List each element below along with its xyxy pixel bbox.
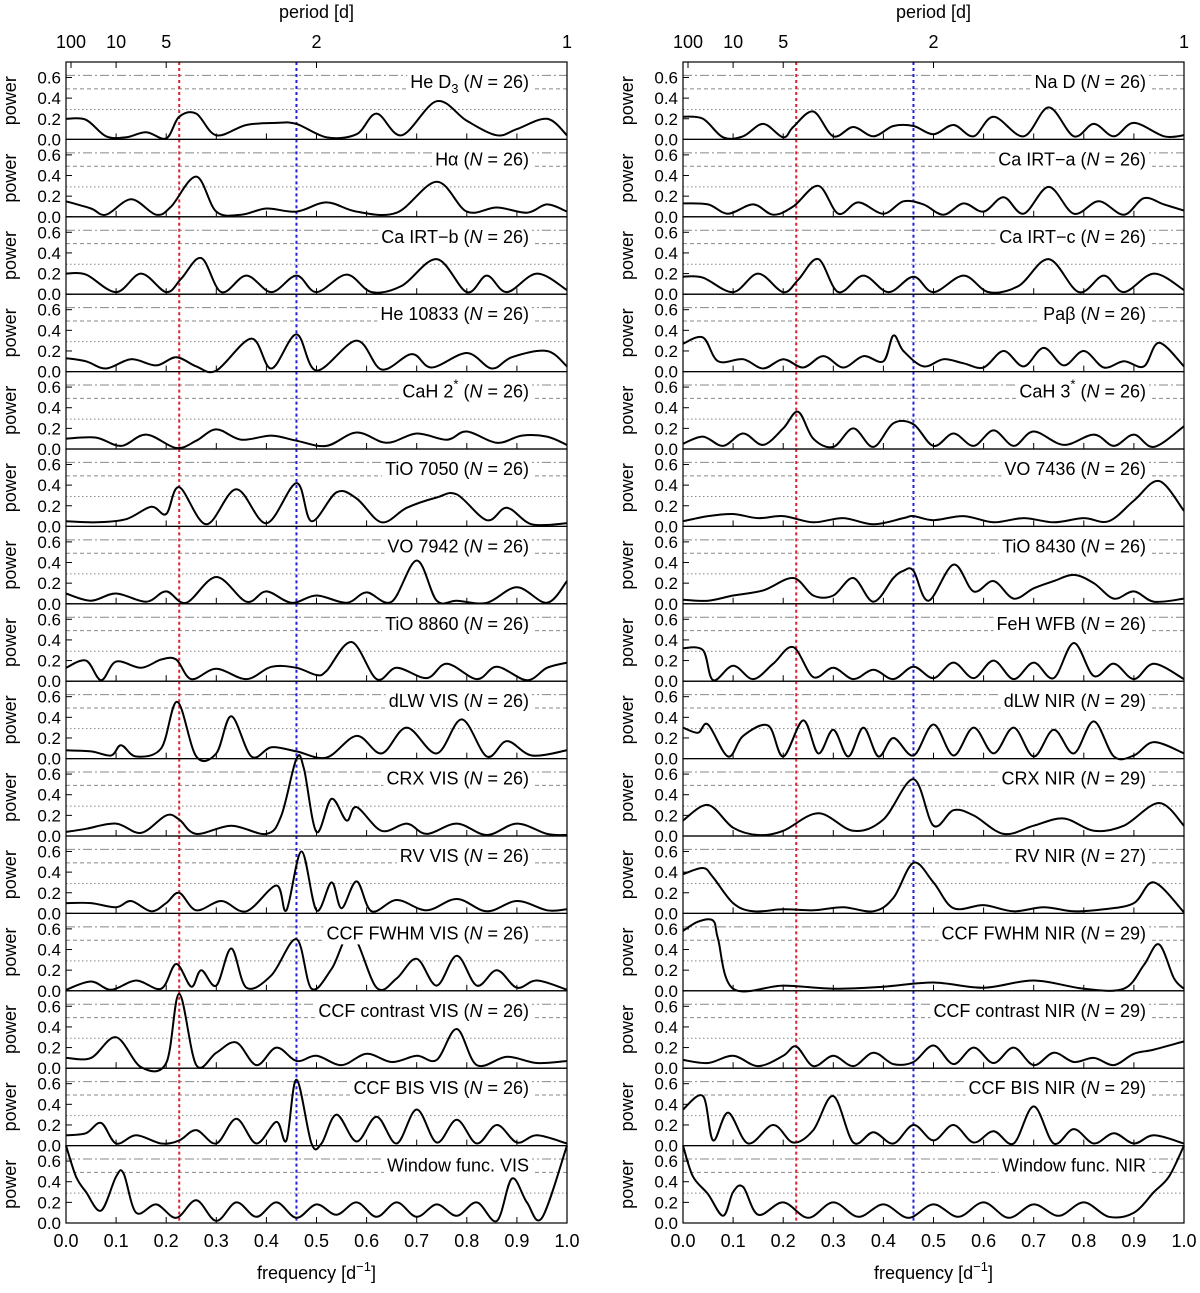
y-tick-label: 0.4 bbox=[37, 398, 61, 418]
y-tick-label: 0.0 bbox=[37, 1059, 61, 1079]
y-tick-label: 0.2 bbox=[37, 574, 61, 594]
y-tick-label: 0.4 bbox=[37, 940, 61, 960]
periodogram-curve bbox=[683, 259, 1184, 293]
periodogram-panel bbox=[0, 449, 567, 536]
y-axis-label: power bbox=[0, 695, 20, 745]
y-axis-label: power bbox=[617, 153, 637, 203]
periodogram-panel bbox=[0, 372, 567, 459]
y-tick-label: 0.4 bbox=[37, 863, 61, 883]
y-tick-label: 0.0 bbox=[654, 827, 678, 846]
y-tick-label: 0.2 bbox=[37, 109, 61, 129]
period-tick-label: 10 bbox=[723, 32, 744, 52]
y-axis-label: power bbox=[0, 772, 20, 822]
y-tick-label: 0.4 bbox=[654, 398, 678, 418]
x-tick-label: 0.8 bbox=[1071, 1231, 1097, 1251]
periodogram-panel bbox=[0, 991, 567, 1078]
y-tick-label: 0.2 bbox=[654, 728, 678, 748]
x-tick-label: 0.7 bbox=[1021, 1231, 1047, 1251]
y-tick-label: 0.2 bbox=[654, 109, 678, 129]
period-tick-label: 100 bbox=[55, 32, 87, 52]
periodogram-column-2 bbox=[617, 2, 1197, 1283]
y-tick-label: 0.2 bbox=[37, 806, 61, 826]
periodogram-curve bbox=[66, 258, 567, 293]
y-axis-label: power bbox=[617, 850, 637, 900]
periodogram-panel bbox=[617, 62, 1184, 149]
panel-label: Paβ (N = 26) bbox=[1043, 304, 1146, 325]
y-tick-label: 0.6 bbox=[37, 68, 61, 88]
period-tick-label: 2 bbox=[928, 32, 939, 52]
panel-label: Hα (N = 26) bbox=[435, 149, 529, 170]
y-tick-label: 0.6 bbox=[654, 300, 678, 320]
y-tick-label: 0.0 bbox=[654, 362, 678, 382]
y-axis-label: power bbox=[0, 540, 20, 590]
y-tick-label: 0.0 bbox=[37, 1214, 61, 1233]
y-tick-label: 0.0 bbox=[654, 517, 678, 537]
periodogram-curve bbox=[683, 412, 1184, 448]
periodogram-panel bbox=[617, 139, 1184, 226]
y-tick-label: 0.2 bbox=[37, 419, 61, 439]
periodogram-curve bbox=[683, 565, 1184, 602]
y-tick-label: 0.4 bbox=[654, 243, 678, 263]
y-tick-label: 0.2 bbox=[37, 496, 61, 516]
periodogram-column-1 bbox=[0, 2, 580, 1283]
y-tick-label: 0.2 bbox=[654, 574, 678, 594]
periodogram-curve bbox=[683, 335, 1184, 368]
y-axis-label: power bbox=[0, 927, 20, 977]
periodogram-panel bbox=[0, 836, 567, 923]
periodogram-panel bbox=[0, 681, 567, 768]
periodogram-panel bbox=[617, 836, 1184, 923]
y-tick-label: 0.2 bbox=[37, 341, 61, 361]
x-tick-label: 0.5 bbox=[920, 1231, 947, 1251]
y-tick-label: 0.0 bbox=[37, 517, 61, 537]
y-tick-label: 0.2 bbox=[37, 187, 61, 207]
y-tick-label: 0.0 bbox=[654, 594, 678, 614]
y-tick-label: 0.0 bbox=[654, 904, 678, 924]
y-tick-label: 0.6 bbox=[654, 687, 678, 707]
periodogram-panel bbox=[617, 217, 1184, 304]
panel-label: Window func. NIR bbox=[1001, 1155, 1146, 1176]
periodogram-curve bbox=[683, 643, 1184, 680]
y-tick-label: 0.0 bbox=[37, 207, 61, 227]
y-tick-label: 0.6 bbox=[37, 997, 61, 1017]
y-tick-label: 0.6 bbox=[654, 997, 678, 1017]
periodogram-curve bbox=[66, 177, 567, 216]
y-axis-label: power bbox=[617, 540, 637, 590]
y-tick-label: 0.0 bbox=[37, 440, 61, 459]
period-axis-label: period [d] bbox=[895, 2, 972, 22]
periodogram-panel bbox=[0, 62, 567, 149]
x-tick-label: 0.0 bbox=[53, 1231, 79, 1251]
periodogram-panel bbox=[0, 913, 567, 1000]
panel-label: Window func. VIS bbox=[386, 1155, 529, 1176]
y-axis-label: power bbox=[617, 1004, 637, 1055]
panel-label: CCF FWHM NIR (N = 29) bbox=[941, 923, 1146, 944]
y-tick-label: 0.4 bbox=[654, 553, 678, 573]
y-axis-label: power bbox=[617, 1082, 637, 1132]
y-tick-label: 0.0 bbox=[654, 672, 678, 692]
panel-label: Ca IRT−c (N = 26) bbox=[999, 226, 1146, 247]
y-tick-label: 0.2 bbox=[654, 961, 678, 981]
y-tick-label: 0.6 bbox=[37, 532, 61, 552]
y-tick-label: 0.4 bbox=[654, 785, 678, 805]
panel-label: He 10833 (N = 26) bbox=[380, 304, 529, 325]
y-axis-label: power bbox=[0, 385, 20, 435]
y-tick-label: 0.0 bbox=[37, 672, 61, 692]
x-tick-label: 0.0 bbox=[670, 1231, 696, 1251]
panel-label: CaH 3* (N = 26) bbox=[1019, 376, 1146, 402]
y-tick-label: 0.2 bbox=[37, 264, 61, 284]
y-tick-label: 0.6 bbox=[37, 223, 61, 243]
y-tick-label: 0.4 bbox=[37, 1095, 61, 1115]
panel-label: FeH WFB (N = 26) bbox=[996, 613, 1146, 634]
y-tick-label: 0.0 bbox=[37, 827, 61, 846]
x-tick-label: 0.5 bbox=[303, 1231, 330, 1251]
y-tick-label: 0.6 bbox=[654, 610, 678, 630]
y-tick-label: 0.2 bbox=[654, 651, 678, 671]
y-tick-label: 0.4 bbox=[37, 243, 61, 263]
y-tick-label: 0.0 bbox=[37, 285, 61, 305]
panel-label: CaH 2* (N = 26) bbox=[402, 376, 529, 402]
y-tick-label: 0.4 bbox=[37, 553, 61, 573]
x-axis-label: frequency $[d^{-1}]$ bbox=[257, 1259, 376, 1283]
y-tick-label: 0.2 bbox=[654, 1193, 678, 1213]
y-tick-label: 0.6 bbox=[37, 1074, 61, 1094]
y-tick-label: 0.6 bbox=[654, 68, 678, 88]
periodogram-curve bbox=[66, 560, 567, 603]
panel-label: CCF contrast NIR (N = 29) bbox=[933, 1000, 1146, 1021]
y-tick-label: 0.0 bbox=[37, 594, 61, 614]
y-tick-label: 0.4 bbox=[37, 785, 61, 805]
periodogram-curve bbox=[683, 1095, 1184, 1144]
y-tick-label: 0.4 bbox=[37, 321, 61, 341]
y-tick-label: 0.0 bbox=[654, 440, 678, 459]
y-tick-label: 0.6 bbox=[654, 842, 678, 862]
periodogram-panel bbox=[0, 294, 567, 381]
periodogram-panel bbox=[0, 217, 567, 304]
period-tick-label: 5 bbox=[778, 32, 789, 52]
x-tick-label: 1.0 bbox=[554, 1231, 580, 1251]
y-tick-label: 0.6 bbox=[37, 610, 61, 630]
y-axis-label: power bbox=[0, 308, 20, 358]
y-tick-label: 0.4 bbox=[654, 476, 678, 496]
y-tick-label: 0.4 bbox=[37, 89, 61, 109]
y-axis-label: power bbox=[617, 772, 637, 822]
period-tick-label: 5 bbox=[161, 32, 172, 52]
x-tick-label: 0.9 bbox=[504, 1231, 530, 1251]
period-tick-label: 100 bbox=[672, 32, 704, 52]
y-tick-label: 0.0 bbox=[654, 285, 678, 305]
periodogram-curve bbox=[66, 755, 567, 835]
y-tick-label: 0.0 bbox=[37, 362, 61, 382]
y-tick-label: 0.2 bbox=[37, 1193, 61, 1213]
periodogram-curve bbox=[683, 863, 1184, 913]
x-tick-label: 0.1 bbox=[103, 1231, 129, 1251]
periodogram-curve bbox=[66, 642, 567, 680]
y-tick-label: 0.6 bbox=[654, 455, 678, 475]
y-tick-label: 0.2 bbox=[37, 1038, 61, 1058]
y-axis-label: power bbox=[0, 153, 20, 203]
periodogram-curve bbox=[66, 101, 567, 139]
periodogram-panel bbox=[0, 1146, 567, 1233]
y-tick-label: 0.6 bbox=[654, 145, 678, 165]
y-tick-label: 0.6 bbox=[37, 455, 61, 475]
x-tick-label: 0.4 bbox=[870, 1231, 896, 1251]
y-tick-label: 0.2 bbox=[654, 419, 678, 439]
y-axis-label: power bbox=[617, 695, 637, 745]
y-tick-label: 0.4 bbox=[654, 708, 678, 728]
y-tick-label: 0.4 bbox=[654, 321, 678, 341]
y-tick-label: 0.2 bbox=[37, 651, 61, 671]
period-axis-label: period [d] bbox=[278, 2, 355, 22]
y-tick-label: 0.6 bbox=[37, 300, 61, 320]
y-tick-label: 0.6 bbox=[37, 842, 61, 862]
y-axis-label: power bbox=[0, 1004, 20, 1055]
y-tick-label: 0.2 bbox=[37, 728, 61, 748]
y-tick-label: 0.6 bbox=[37, 765, 61, 785]
x-tick-label: 0.2 bbox=[153, 1231, 179, 1251]
periodogram-panel bbox=[617, 1146, 1184, 1233]
periodogram-panel bbox=[617, 681, 1184, 768]
y-tick-label: 0.4 bbox=[37, 630, 61, 650]
y-tick-label: 0.4 bbox=[654, 1017, 678, 1037]
x-tick-label: 0.3 bbox=[203, 1231, 229, 1251]
periodogram-panel bbox=[617, 526, 1184, 613]
periodogram-curve bbox=[66, 483, 567, 525]
y-tick-label: 0.4 bbox=[654, 1172, 678, 1192]
y-tick-label: 0.6 bbox=[654, 532, 678, 552]
y-tick-label: 0.4 bbox=[654, 863, 678, 883]
y-tick-label: 0.4 bbox=[37, 476, 61, 496]
periodogram-panel bbox=[617, 604, 1184, 691]
panel-label: CCF contrast VIS (N = 26) bbox=[318, 1000, 529, 1021]
y-tick-label: 0.2 bbox=[37, 1115, 61, 1135]
x-tick-label: 0.2 bbox=[770, 1231, 796, 1251]
y-tick-label: 0.6 bbox=[37, 1152, 61, 1172]
y-tick-label: 0.4 bbox=[37, 1172, 61, 1192]
y-axis-label: power bbox=[0, 1082, 20, 1132]
periodogram-panel bbox=[617, 294, 1184, 381]
y-tick-label: 0.6 bbox=[654, 1152, 678, 1172]
y-tick-label: 0.0 bbox=[37, 1136, 61, 1156]
y-axis-label: power bbox=[0, 230, 20, 281]
y-tick-label: 0.6 bbox=[654, 765, 678, 785]
y-axis-label: power bbox=[617, 230, 637, 281]
panel-label: Ca IRT−b (N = 26) bbox=[381, 226, 529, 247]
y-axis-label: power bbox=[617, 308, 637, 358]
x-tick-label: 0.1 bbox=[720, 1231, 746, 1251]
x-tick-label: 0.3 bbox=[820, 1231, 846, 1251]
periodogram-panel bbox=[617, 449, 1184, 536]
panel-label: RV VIS (N = 26) bbox=[399, 846, 529, 866]
y-axis-label: power bbox=[617, 617, 637, 668]
y-tick-label: 0.2 bbox=[654, 187, 678, 207]
y-axis-label: power bbox=[617, 1159, 637, 1209]
y-tick-label: 0.6 bbox=[654, 1074, 678, 1094]
panel-label: Ca IRT−a (N = 26) bbox=[998, 149, 1146, 170]
y-tick-label: 0.2 bbox=[654, 806, 678, 826]
period-tick-label: 10 bbox=[106, 32, 127, 52]
y-tick-label: 0.2 bbox=[654, 1115, 678, 1135]
periodogram-panel bbox=[617, 913, 1184, 1000]
panel-label: CRX VIS (N = 26) bbox=[386, 768, 529, 789]
y-tick-label: 0.6 bbox=[654, 919, 678, 939]
y-tick-label: 0.2 bbox=[654, 1038, 678, 1058]
periodogram-curve bbox=[683, 481, 1184, 524]
x-tick-label: 0.6 bbox=[971, 1231, 997, 1251]
y-tick-label: 0.6 bbox=[37, 145, 61, 165]
panel-label: CCF FWHM VIS (N = 26) bbox=[326, 923, 529, 944]
panel-label: VO 7942 (N = 26) bbox=[387, 536, 529, 557]
periodogram-panel bbox=[0, 1068, 567, 1155]
x-tick-label: 0.4 bbox=[253, 1231, 279, 1251]
y-tick-label: 0.2 bbox=[37, 883, 61, 903]
panel-label: RV NIR (N = 27) bbox=[1014, 846, 1146, 866]
panel-label: He $D_3$ (N = 26) bbox=[410, 72, 529, 96]
periodogram-panel bbox=[0, 604, 567, 691]
panel-label: TiO 8430 (N = 26) bbox=[1002, 536, 1146, 557]
y-tick-label: 0.0 bbox=[37, 904, 61, 924]
y-tick-label: 0.0 bbox=[654, 981, 678, 1001]
y-tick-label: 0.4 bbox=[654, 166, 678, 186]
panel-label: CCF BIS NIR (N = 29) bbox=[968, 1078, 1146, 1099]
panel-label: Na D (N = 26) bbox=[1034, 72, 1146, 92]
y-tick-label: 0.4 bbox=[37, 1017, 61, 1037]
y-tick-label: 0.4 bbox=[654, 89, 678, 109]
x-tick-label: 0.6 bbox=[354, 1231, 380, 1251]
y-axis-label: power bbox=[617, 463, 637, 513]
y-tick-label: 0.0 bbox=[654, 1136, 678, 1156]
y-tick-label: 0.0 bbox=[654, 1214, 678, 1233]
y-tick-label: 0.4 bbox=[37, 166, 61, 186]
y-tick-label: 0.6 bbox=[654, 223, 678, 243]
y-axis-label: power bbox=[0, 1159, 20, 1209]
y-axis-label: power bbox=[0, 850, 20, 900]
x-tick-label: 1.0 bbox=[1171, 1231, 1197, 1251]
y-tick-label: 0.6 bbox=[37, 687, 61, 707]
y-tick-label: 0.2 bbox=[654, 264, 678, 284]
periodogram-panel bbox=[617, 759, 1184, 846]
y-tick-label: 0.0 bbox=[654, 207, 678, 227]
period-tick-label: 1 bbox=[561, 32, 573, 52]
periodogram-panel bbox=[0, 526, 567, 613]
periodogram-panel bbox=[0, 139, 567, 226]
y-axis-label: power bbox=[0, 463, 20, 513]
y-tick-label: 0.6 bbox=[37, 919, 61, 939]
period-tick-label: 1 bbox=[1178, 32, 1190, 52]
x-tick-label: 0.9 bbox=[1121, 1231, 1147, 1251]
period-tick-label: 2 bbox=[311, 32, 322, 52]
panel-label: dLW NIR (N = 29) bbox=[1003, 691, 1146, 712]
y-tick-label: 0.0 bbox=[654, 749, 678, 769]
periodogram-panel bbox=[617, 1068, 1184, 1155]
y-axis-label: power bbox=[617, 927, 637, 977]
y-axis-label: power bbox=[617, 76, 637, 126]
x-tick-label: 0.8 bbox=[454, 1231, 480, 1251]
panel-label: CCF BIS VIS (N = 26) bbox=[353, 1078, 529, 1099]
y-tick-label: 0.6 bbox=[37, 378, 61, 398]
y-tick-label: 0.4 bbox=[654, 630, 678, 650]
y-axis-label: power bbox=[617, 385, 637, 435]
x-axis-label: frequency $[d^{-1}]$ bbox=[874, 1259, 993, 1283]
periodogram-panel bbox=[617, 991, 1184, 1078]
y-tick-label: 0.0 bbox=[37, 749, 61, 769]
y-tick-label: 0.2 bbox=[654, 341, 678, 361]
y-tick-label: 0.0 bbox=[654, 130, 678, 150]
y-tick-label: 0.4 bbox=[654, 940, 678, 960]
y-tick-label: 0.0 bbox=[37, 130, 61, 150]
x-tick-label: 0.7 bbox=[404, 1231, 430, 1251]
y-axis-label: power bbox=[0, 617, 20, 668]
y-tick-label: 0.4 bbox=[37, 708, 61, 728]
y-tick-label: 0.0 bbox=[37, 981, 61, 1001]
panel-label: TiO 7050 (N = 26) bbox=[385, 459, 529, 479]
y-tick-label: 0.4 bbox=[654, 1095, 678, 1115]
y-tick-label: 0.2 bbox=[37, 961, 61, 981]
periodogram-panel bbox=[0, 755, 567, 846]
panel-label: dLW VIS (N = 26) bbox=[388, 691, 529, 712]
y-axis-label: power bbox=[0, 76, 20, 126]
y-tick-label: 0.2 bbox=[654, 883, 678, 903]
periodogram-curve bbox=[683, 186, 1184, 215]
y-tick-label: 0.2 bbox=[654, 496, 678, 516]
y-tick-label: 0.0 bbox=[654, 1059, 678, 1079]
periodogram-panel bbox=[617, 372, 1184, 459]
panel-label: VO 7436 (N = 26) bbox=[1004, 459, 1146, 479]
panel-label: TiO 8860 (N = 26) bbox=[385, 613, 529, 634]
y-tick-label: 0.6 bbox=[654, 378, 678, 398]
panel-label: CRX NIR (N = 29) bbox=[1001, 768, 1146, 789]
